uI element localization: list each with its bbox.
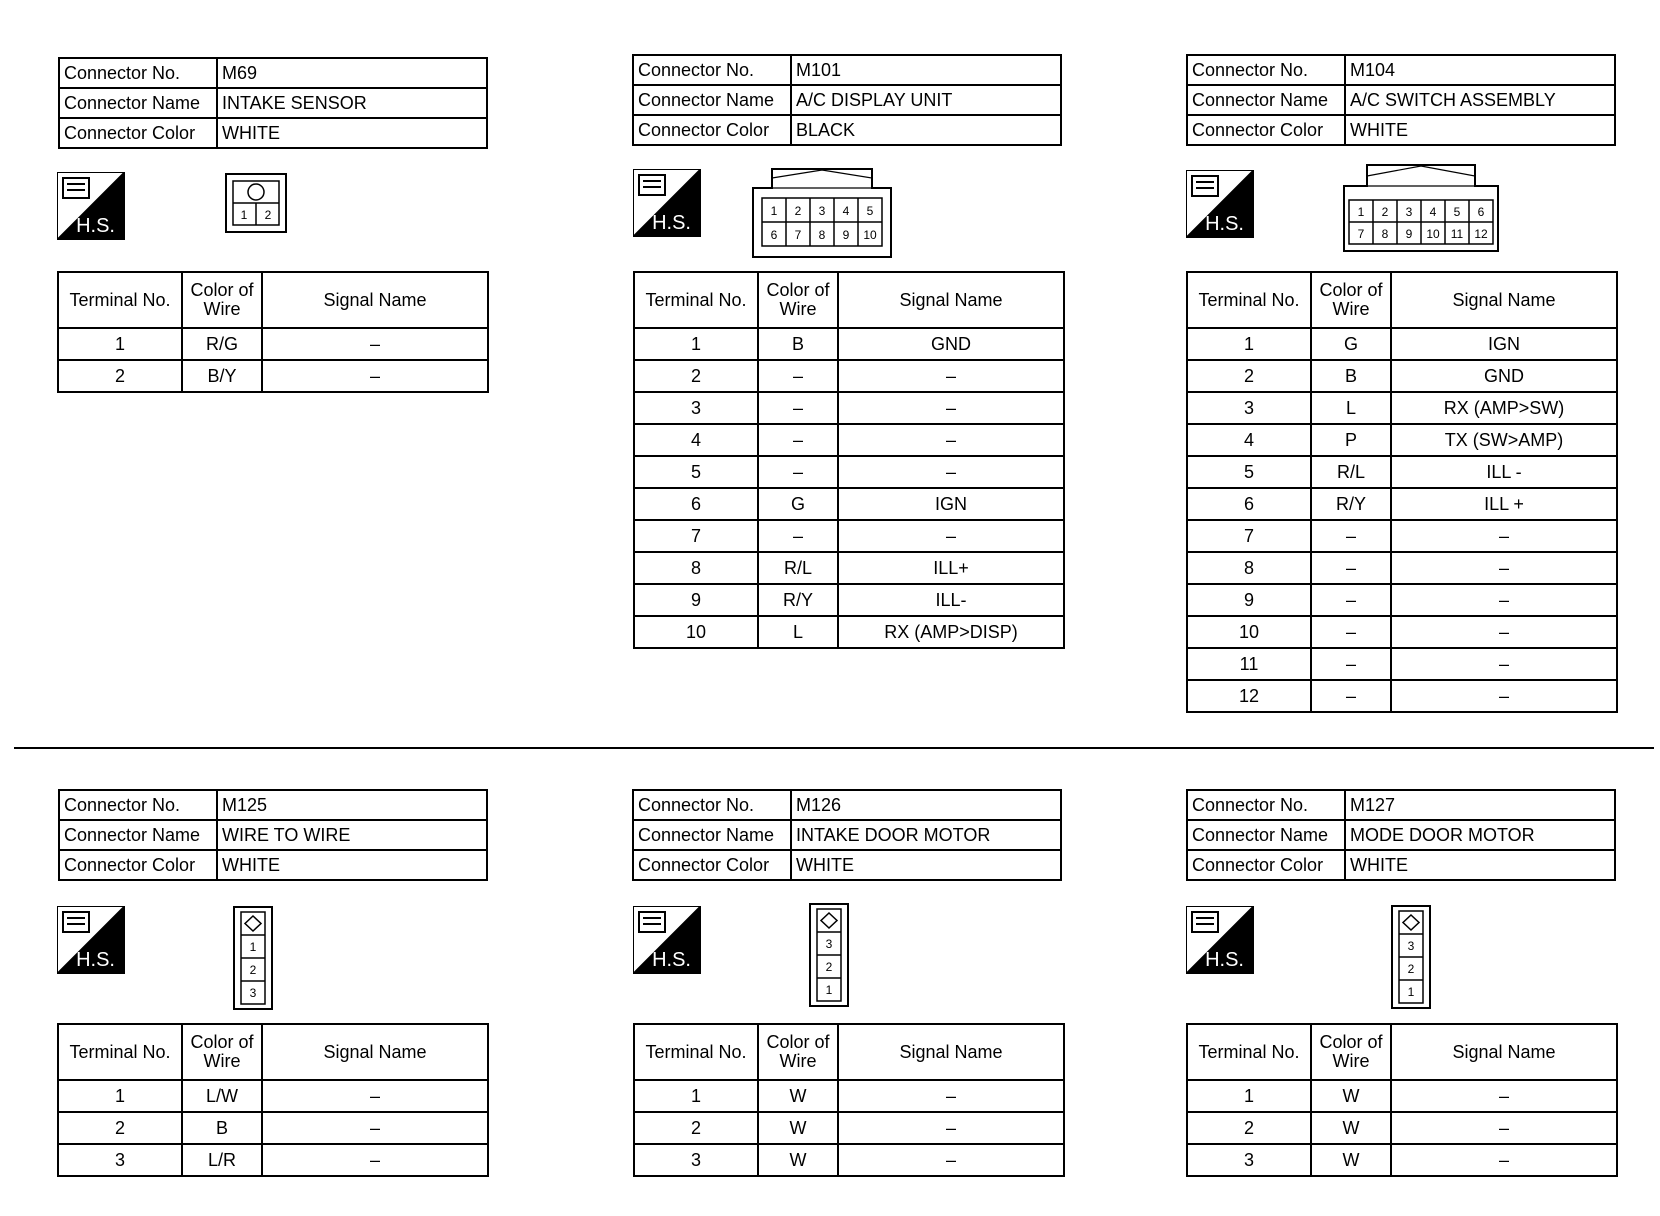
terminal-cell: 1 [58,328,182,360]
connector-info-table [58,789,488,881]
table-row [58,1144,488,1176]
section-divider [14,747,1654,749]
connector-panel-m127 [1186,789,1616,881]
table-row [1187,424,1617,456]
signal-panel-m104 [1186,271,1616,713]
connector-face-m126 [809,903,849,1007]
connector-no-value: M126 [791,790,1061,820]
color-of-wire-header: Color of Wire [758,272,838,328]
harness-side-icon [1186,906,1254,974]
wire-color-cell: L/W [182,1080,262,1112]
wire-color-cell: – [1311,520,1391,552]
signal-panel-m101 [633,271,1063,649]
table-row [634,488,1064,520]
terminal-cell: 1 [634,1080,758,1112]
table-row [634,456,1064,488]
table-row [634,424,1064,456]
signal-cell: – [838,1112,1064,1144]
terminal-cell: 6 [1187,488,1311,520]
signal-cell: – [1391,616,1617,648]
signal-table [1186,1023,1618,1177]
terminal-cell: 9 [634,584,758,616]
pin-label: 3 [249,986,257,1000]
connector-name-label: Connector Name [1187,85,1345,115]
signal-cell: – [838,456,1064,488]
connector-color-label: Connector Color [59,850,217,880]
wire-color-cell: L [1311,392,1391,424]
connector-no-label: Connector No. [59,790,217,820]
terminal-cell: 3 [58,1144,182,1176]
terminal-cell: 7 [1187,520,1311,552]
pin-label: 7 [1357,227,1365,241]
connector-name-label: Connector Name [633,85,791,115]
harness-side-icon [1186,170,1254,238]
terminal-cell: 1 [634,328,758,360]
color-of-wire-header: Color of Wire [758,1024,838,1080]
table-row [634,1144,1064,1176]
terminal-cell: 4 [1187,424,1311,456]
pin-label: 1 [770,204,778,218]
connector-no-value: M125 [217,790,487,820]
signal-cell: ILL + [1391,488,1617,520]
connector-color-value: WHITE [1345,115,1615,145]
terminal-cell: 2 [634,360,758,392]
terminal-cell: 8 [1187,552,1311,584]
terminal-cell: 11 [1187,648,1311,680]
table-row [1187,584,1617,616]
wire-color-cell: W [1311,1144,1391,1176]
wire-color-cell: – [1311,648,1391,680]
signal-cell: – [262,1080,488,1112]
table-row [58,360,488,392]
pin-label: 7 [794,228,802,242]
terminal-cell: 5 [1187,456,1311,488]
signal-name-header: Signal Name [1391,1024,1617,1080]
wire-color-cell: W [758,1080,838,1112]
connector-no-label: Connector No. [633,55,791,85]
table-row [1187,488,1617,520]
signal-cell: TX (SW>AMP) [1391,424,1617,456]
terminal-cell: 2 [1187,1112,1311,1144]
connector-no-label: Connector No. [633,790,791,820]
signal-panel-m125 [57,1023,487,1177]
pin-label: 8 [1381,227,1389,241]
harness-side-icon [57,906,125,974]
table-row [634,360,1064,392]
connector-panel-m104 [1186,54,1616,146]
connector-no-label: Connector No. [59,58,217,88]
signal-table [57,1023,489,1177]
wire-color-cell: B [182,1112,262,1144]
connector-info-table [632,789,1062,881]
connector-panel-m101 [632,54,1062,146]
signal-table [1186,271,1618,713]
table-row [1187,1112,1617,1144]
connector-color-label: Connector Color [633,115,791,145]
table-row [634,552,1064,584]
terminal-cell: 8 [634,552,758,584]
signal-cell: – [838,392,1064,424]
signal-panel-m127 [1186,1023,1616,1177]
pin-label: 2 [1407,962,1415,976]
wire-color-cell: B [1311,360,1391,392]
connector-color-label: Connector Color [1187,850,1345,880]
terminal-no-header: Terminal No. [634,1024,758,1080]
table-row [634,392,1064,424]
connector-panel-m125 [58,789,488,881]
terminal-no-header: Terminal No. [58,272,182,328]
terminal-cell: 10 [1187,616,1311,648]
signal-cell: – [1391,552,1617,584]
connector-no-value: M69 [217,58,487,88]
signal-name-header: Signal Name [838,1024,1064,1080]
hs-label: H.S. [1205,949,1244,971]
wire-color-cell: B [758,328,838,360]
connector-name-value: INTAKE SENSOR [217,88,487,118]
pin-label: 4 [842,204,850,218]
wire-color-cell: R/Y [1311,488,1391,520]
signal-name-header: Signal Name [262,272,488,328]
pin-label: 3 [818,204,826,218]
signal-cell: – [1391,1144,1617,1176]
wire-color-cell: R/Y [758,584,838,616]
pin-label: 1 [240,208,248,222]
hs-label: H.S. [1205,213,1244,235]
signal-name-header: Signal Name [262,1024,488,1080]
color-of-wire-header: Color of Wire [182,1024,262,1080]
connector-color-label: Connector Color [1187,115,1345,145]
signal-cell: – [1391,520,1617,552]
terminal-cell: 6 [634,488,758,520]
terminal-no-header: Terminal No. [634,272,758,328]
signal-cell: GND [1391,360,1617,392]
pin-label: 5 [1453,205,1461,219]
pin-label: 2 [1381,205,1389,219]
table-row [634,616,1064,648]
connector-face-m127 [1391,905,1431,1009]
connector-color-value: WHITE [791,850,1061,880]
connector-face-m104 [1343,164,1499,252]
wire-color-cell: – [1311,584,1391,616]
pin-label: 2 [825,960,833,974]
pin-label: 5 [866,204,874,218]
terminal-no-header: Terminal No. [1187,272,1311,328]
table-row [634,1080,1064,1112]
signal-table [633,1023,1065,1177]
terminal-cell: 3 [634,1144,758,1176]
connector-no-value: M127 [1345,790,1615,820]
signal-cell: – [262,328,488,360]
table-row [1187,392,1617,424]
table-row [1187,520,1617,552]
signal-table [633,271,1065,649]
wire-color-cell: R/L [1311,456,1391,488]
connector-name-label: Connector Name [59,88,217,118]
signal-cell: – [838,1080,1064,1112]
pin-label: 12 [1474,227,1488,241]
wire-color-cell: W [758,1112,838,1144]
signal-cell: IGN [1391,328,1617,360]
terminal-cell: 4 [634,424,758,456]
table-row [58,328,488,360]
table-row [1187,1080,1617,1112]
table-row [634,328,1064,360]
table-row [634,520,1064,552]
wire-color-cell: W [1311,1112,1391,1144]
wire-color-cell: W [758,1144,838,1176]
connector-face-m69 [225,173,287,233]
connector-name-value: MODE DOOR MOTOR [1345,820,1615,850]
signal-cell: GND [838,328,1064,360]
wire-color-cell: – [758,424,838,456]
pin-label: 9 [1405,227,1413,241]
connector-color-label: Connector Color [59,118,217,148]
pin-label: 6 [770,228,778,242]
signal-name-header: Signal Name [1391,272,1617,328]
terminal-cell: 3 [1187,392,1311,424]
table-row [58,1112,488,1144]
signal-cell: ILL - [1391,456,1617,488]
table-row [1187,456,1617,488]
table-row [634,584,1064,616]
signal-cell: – [262,1144,488,1176]
hs-label: H.S. [652,212,691,234]
signal-cell: – [1391,648,1617,680]
signal-cell: – [1391,1112,1617,1144]
connector-info-table [1186,54,1616,146]
connector-color-value: WHITE [217,850,487,880]
terminal-no-header: Terminal No. [58,1024,182,1080]
wire-color-cell: G [758,488,838,520]
table-row [1187,1144,1617,1176]
connector-info-table [1186,789,1616,881]
signal-name-header: Signal Name [838,272,1064,328]
pin-label: 2 [264,208,272,222]
terminal-cell: 2 [634,1112,758,1144]
hs-label: H.S. [76,949,115,971]
connector-name-label: Connector Name [59,820,217,850]
terminal-cell: 12 [1187,680,1311,712]
table-row [58,1080,488,1112]
pin-label: 4 [1429,205,1437,219]
signal-cell: – [262,1112,488,1144]
signal-cell: – [838,1144,1064,1176]
harness-side-icon [633,906,701,974]
signal-cell: – [838,360,1064,392]
signal-cell: – [262,360,488,392]
terminal-cell: 3 [1187,1144,1311,1176]
wire-color-cell: B/Y [182,360,262,392]
wire-color-cell: – [758,456,838,488]
wire-color-cell: – [758,520,838,552]
signal-cell: RX (AMP>SW) [1391,392,1617,424]
signal-cell: RX (AMP>DISP) [838,616,1064,648]
connector-color-value: BLACK [791,115,1061,145]
connector-panel-m69 [58,57,488,149]
wire-color-cell: R/G [182,328,262,360]
connector-name-value: INTAKE DOOR MOTOR [791,820,1061,850]
wire-color-cell: L [758,616,838,648]
pin-label: 1 [249,940,257,954]
wire-color-cell: L/R [182,1144,262,1176]
signal-table [57,271,489,393]
signal-cell: IGN [838,488,1064,520]
pin-label: 8 [818,228,826,242]
connector-name-label: Connector Name [1187,820,1345,850]
connector-no-value: M104 [1345,55,1615,85]
terminal-cell: 1 [58,1080,182,1112]
pin-label: 3 [1407,939,1415,953]
connector-panel-m126 [632,789,1062,881]
terminal-cell: 1 [1187,328,1311,360]
connector-no-label: Connector No. [1187,790,1345,820]
connector-color-label: Connector Color [633,850,791,880]
pin-label: 2 [249,963,257,977]
table-row [1187,360,1617,392]
signal-cell: ILL+ [838,552,1064,584]
terminal-cell: 9 [1187,584,1311,616]
wire-color-cell: – [1311,680,1391,712]
pin-label: 1 [1357,205,1365,219]
hs-label: H.S. [76,215,115,237]
terminal-cell: 7 [634,520,758,552]
terminal-cell: 3 [634,392,758,424]
signal-cell: – [838,520,1064,552]
pin-label: 3 [1405,205,1413,219]
terminal-cell: 2 [58,1112,182,1144]
pin-label: 2 [794,204,802,218]
terminal-cell: 2 [1187,360,1311,392]
pin-label: 10 [1426,227,1440,241]
connector-name-value: A/C SWITCH ASSEMBLY [1345,85,1615,115]
color-of-wire-header: Color of Wire [1311,272,1391,328]
pin-label: 3 [825,937,833,951]
pin-label: 1 [1407,985,1415,999]
table-row [634,1112,1064,1144]
connector-no-value: M101 [791,55,1061,85]
table-row [1187,616,1617,648]
pin-label: 6 [1477,205,1485,219]
table-row [1187,648,1617,680]
pin-label: 11 [1450,227,1464,241]
wire-color-cell: P [1311,424,1391,456]
color-of-wire-header: Color of Wire [1311,1024,1391,1080]
signal-cell: – [1391,584,1617,616]
connector-face-m101 [752,168,892,258]
signal-panel-m126 [633,1023,1063,1177]
signal-cell: – [1391,680,1617,712]
signal-cell: ILL- [838,584,1064,616]
wire-color-cell: – [1311,616,1391,648]
terminal-no-header: Terminal No. [1187,1024,1311,1080]
terminal-cell: 10 [634,616,758,648]
connector-name-value: WIRE TO WIRE [217,820,487,850]
table-row [1187,328,1617,360]
table-row [1187,552,1617,584]
harness-side-icon [57,172,125,240]
connector-color-value: WHITE [1345,850,1615,880]
signal-panel-m69 [57,271,487,393]
wire-color-cell: G [1311,328,1391,360]
wire-color-cell: W [1311,1080,1391,1112]
color-of-wire-header: Color of Wire [182,272,262,328]
connector-info-table [632,54,1062,146]
connector-name-label: Connector Name [633,820,791,850]
wire-color-cell: – [758,392,838,424]
wire-color-cell: R/L [758,552,838,584]
wire-color-cell: – [758,360,838,392]
pin-label: 10 [863,228,877,242]
connector-info-table [58,57,488,149]
pin-label: 9 [842,228,850,242]
signal-cell: – [1391,1080,1617,1112]
pin-label: 1 [825,983,833,997]
wire-color-cell: – [1311,552,1391,584]
terminal-cell: 5 [634,456,758,488]
signal-cell: – [838,424,1064,456]
harness-side-icon [633,169,701,237]
connector-no-label: Connector No. [1187,55,1345,85]
connector-name-value: A/C DISPLAY UNIT [791,85,1061,115]
connector-color-value: WHITE [217,118,487,148]
terminal-cell: 2 [58,360,182,392]
connector-face-m125 [233,906,273,1010]
table-row [1187,680,1617,712]
hs-label: H.S. [652,949,691,971]
terminal-cell: 1 [1187,1080,1311,1112]
